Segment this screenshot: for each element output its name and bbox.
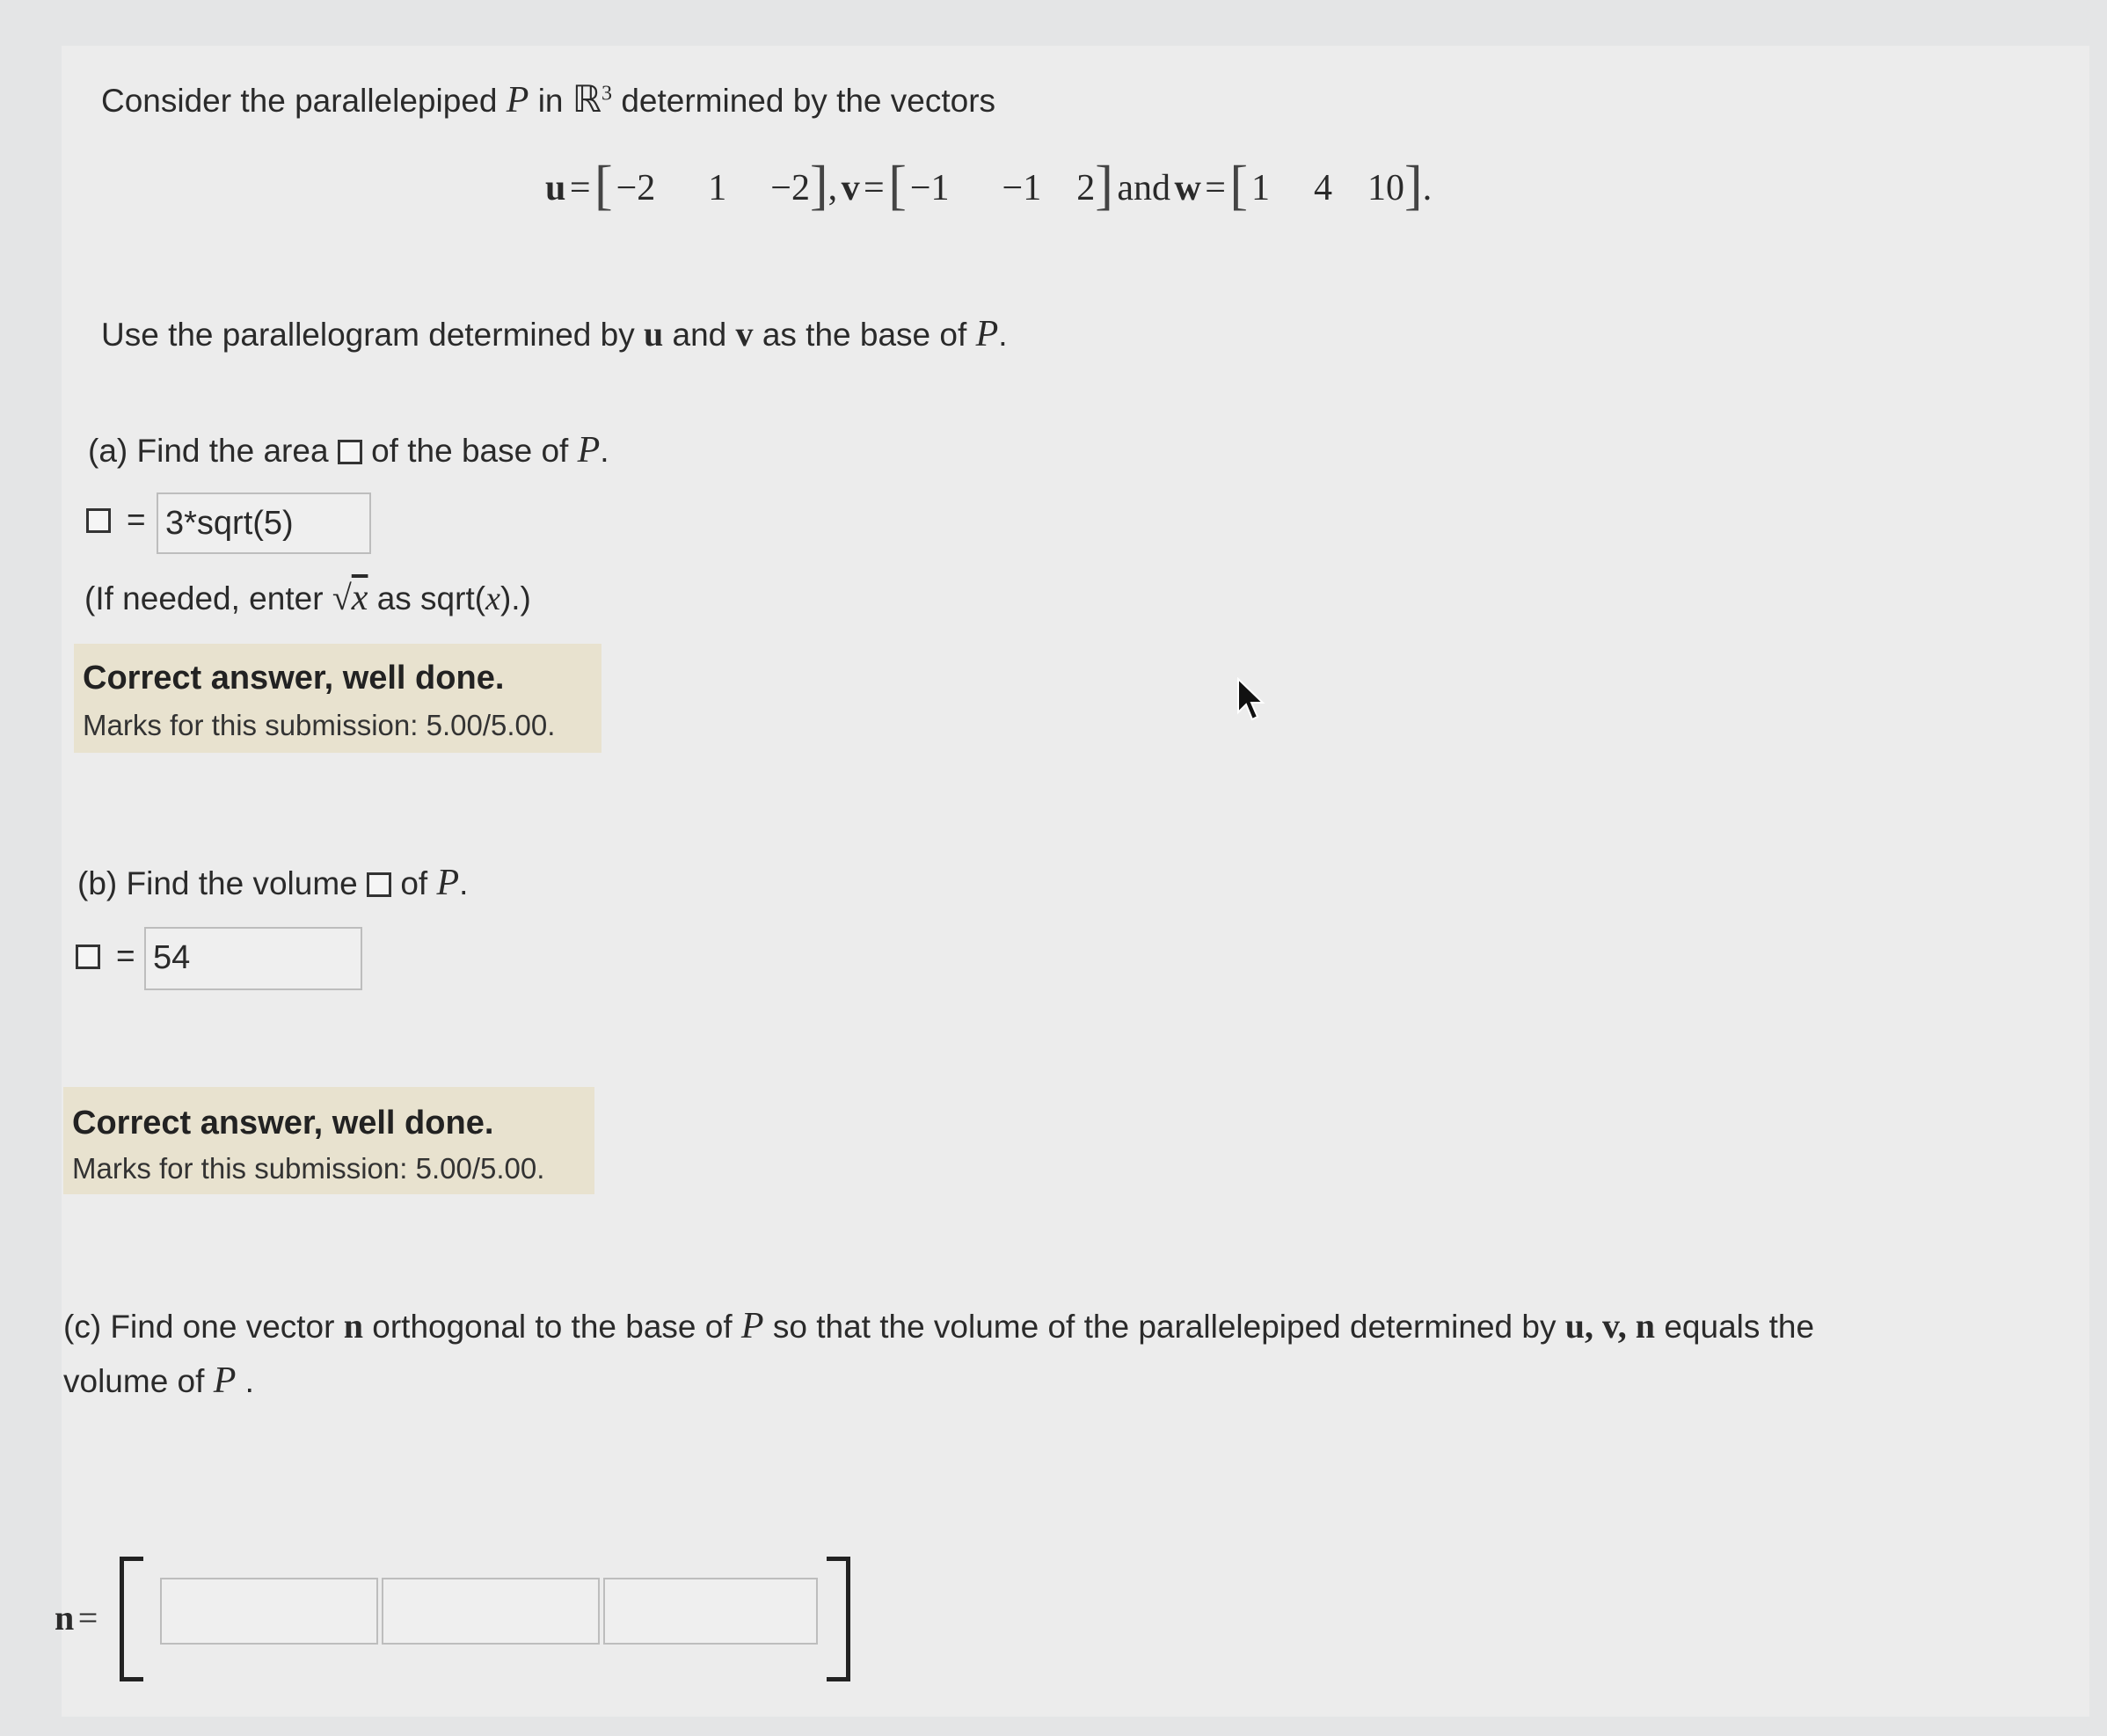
n-component-1-input[interactable] xyxy=(160,1578,378,1645)
n-label: n = xyxy=(55,1598,98,1638)
volume-symbol-icon xyxy=(367,872,391,897)
part-c-prompt-line2: volume of P . xyxy=(63,1360,254,1401)
area-answer-input[interactable]: 3*sqrt(5) xyxy=(157,492,371,554)
part-b-equals: = xyxy=(116,937,135,974)
area-symbol-icon xyxy=(86,508,111,535)
left-bracket xyxy=(120,1557,143,1681)
intro-text: Consider the parallelepiped P in ℝ$^3$ determined by the vectors xyxy=(101,80,996,120)
feedback-marks: Marks for this submission: 5.00/5.00. xyxy=(83,709,556,741)
volume-symbol-icon xyxy=(76,945,100,971)
part-a-equals: = xyxy=(127,501,146,537)
base-instruction: Use the parallelogram determined by u and v as the base of P. xyxy=(101,314,1008,354)
part-a-feedback xyxy=(74,644,601,753)
feedback-marks: Marks for this submission: 5.00/5.00. xyxy=(72,1152,545,1185)
area-symbol-icon xyxy=(338,440,362,464)
feedback-title: Correct answer, well done. xyxy=(83,660,505,697)
part-b-prompt: (b) Find the volume of P. xyxy=(77,863,469,903)
mouse-cursor-icon xyxy=(1236,677,1266,723)
part-c-prompt-line1: (c) Find one vector n orthogonal to the base of P so that the volume of the parallelepiped determined by u, v, n equals the xyxy=(63,1306,1815,1346)
volume-answer-input[interactable]: 54 xyxy=(144,927,362,990)
part-a-prompt: (a) Find the area of the base of P. xyxy=(88,430,609,470)
n-component-2-input[interactable] xyxy=(382,1578,600,1645)
right-bracket xyxy=(827,1557,850,1681)
part-b-feedback xyxy=(63,1087,594,1194)
feedback-title: Correct answer, well done. xyxy=(72,1105,494,1142)
n-component-3-input[interactable] xyxy=(603,1578,818,1645)
vector-definitions: u = [−2 1 −2], v = [−1 −1 2] and w = [1 4 10]. xyxy=(545,156,1433,215)
part-a-hint: (If needed, enter √x as sqrt(x).) xyxy=(84,578,531,618)
